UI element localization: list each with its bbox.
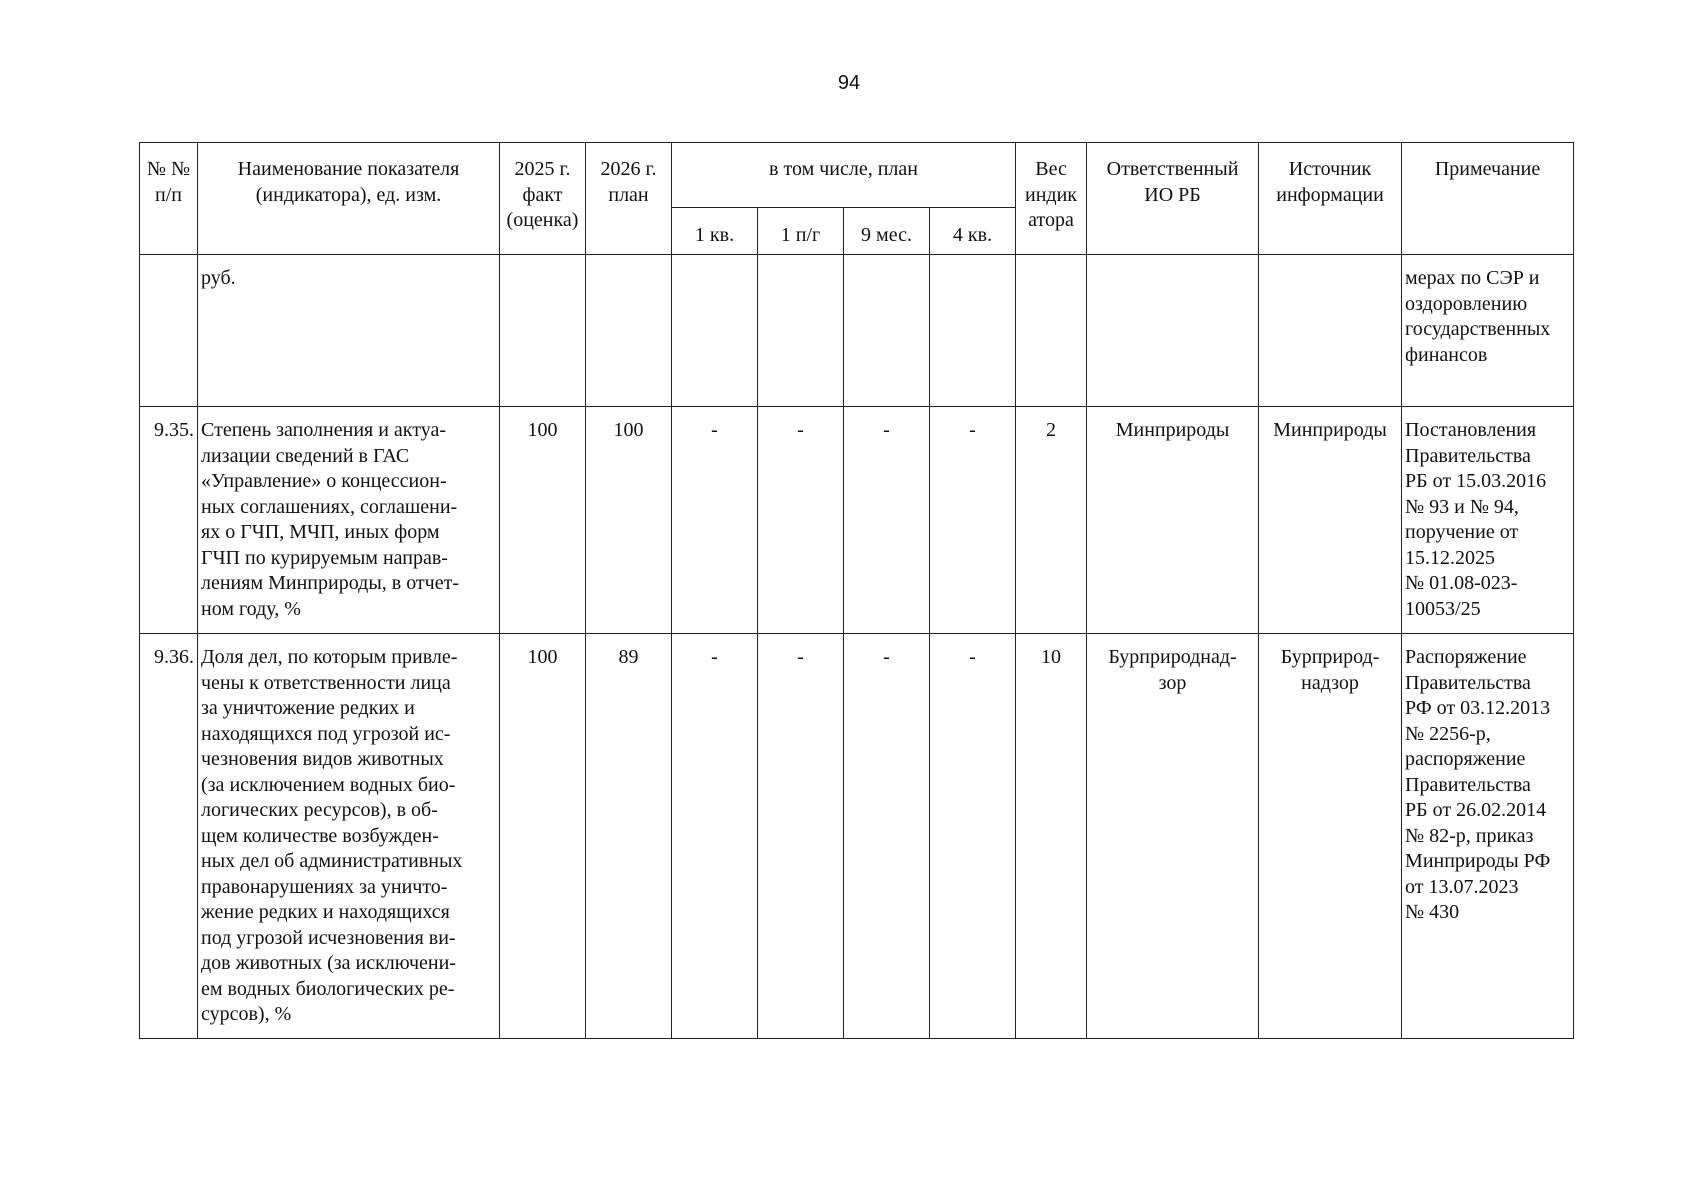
indicator-name-line: лизации сведений в ГАС <box>201 444 410 467</box>
weight-cell <box>1016 255 1087 407</box>
indicator-name-line: сурсов), % <box>201 1003 292 1025</box>
note-cell-line: Правительства <box>1405 671 1531 694</box>
source-cell-line: Бурприрод- <box>1280 646 1380 668</box>
header-incl-plan: в том числе, план <box>672 143 1016 208</box>
indicators-table <box>139 142 1574 1039</box>
indicator-name-line: ем водных биологических ре- <box>201 977 455 1000</box>
responsible-cell <box>1087 255 1259 407</box>
indicator-name <box>198 255 500 407</box>
responsible-cell <box>1087 407 1259 634</box>
indicator-name-line: под угрозой исчезновения ви- <box>201 926 456 949</box>
header-h1: 1 п/г <box>758 208 844 255</box>
note-cell <box>1402 255 1574 407</box>
fact-2025-cell: 100 <box>500 634 586 1039</box>
indicator-name-line: правонарушениях за уничто- <box>201 875 448 898</box>
q1-cell: - <box>672 634 758 1039</box>
responsible-cell-line: Минприроды <box>1115 419 1230 441</box>
q1-cell <box>672 255 758 407</box>
indicator-name-line: дов животных (за исключени- <box>201 952 456 974</box>
indicator-name-line: руб. <box>201 267 236 289</box>
h1-cell: - <box>758 634 844 1039</box>
note-cell-line: Минприроды РФ <box>1405 850 1551 872</box>
row-number <box>140 255 198 407</box>
h1-cell <box>758 255 844 407</box>
row-number: 9.36. <box>140 634 198 1039</box>
header-row <box>140 143 1574 208</box>
m9-cell: - <box>844 407 930 634</box>
table-row <box>140 255 1574 407</box>
table-row <box>140 634 1574 1039</box>
indicator-name-line: ных дел об административных <box>201 850 463 872</box>
indicator-name-line: лениям Минприроды, в отчет- <box>201 572 460 594</box>
header-fact-2025: 2025 г. факт (оценка) <box>500 143 586 255</box>
source-cell-line: Минприроды <box>1273 419 1387 441</box>
fact-2025-cell <box>500 255 586 407</box>
note-cell-line: № 93 и № 94, <box>1405 495 1519 518</box>
header-responsible: Ответственный ИО РБ <box>1087 143 1259 255</box>
responsible-cell-line: зор <box>1158 671 1187 694</box>
source-cell <box>1259 255 1402 407</box>
note-cell-line: РБ от 26.02.2014 <box>1405 799 1547 821</box>
header-name: Наименование показателя (индикатора), ед. изм. <box>198 143 500 255</box>
note-cell-line: 15.12.2025 <box>1405 546 1496 569</box>
note-cell-line: № 01.08-023- <box>1405 572 1518 594</box>
row-number: 9.35. <box>140 407 198 634</box>
header-note: Примечание <box>1402 143 1574 255</box>
responsible-cell-line: Бурприроднад- <box>1108 646 1237 668</box>
header-weight: Вес индик атора <box>1016 143 1087 255</box>
source-cell-line: надзор <box>1301 671 1359 694</box>
q4-cell: - <box>930 634 1016 1039</box>
note-cell-line: РФ от 03.12.2013 <box>1405 697 1551 719</box>
header-q4: 4 кв. <box>930 208 1016 255</box>
note-cell-line: государственных <box>1405 318 1551 340</box>
indicator-name-line: ях о ГЧП, МЧП, иных форм <box>201 521 440 543</box>
m9-cell <box>844 255 930 407</box>
weight-cell: 2 <box>1016 407 1087 634</box>
note-cell <box>1402 407 1574 634</box>
weight-cell: 10 <box>1016 634 1087 1039</box>
note-cell-line: Правительства <box>1405 773 1531 796</box>
note-cell <box>1402 634 1574 1039</box>
note-cell-line: распоряжение <box>1405 748 1526 770</box>
header-num: № № п/п <box>140 143 198 255</box>
indicator-name-line: ном году, % <box>201 597 301 620</box>
indicator-name-line: Доля дел, по которым привле- <box>201 646 458 668</box>
indicator-name-line: чены к ответственности лица <box>201 671 451 694</box>
indicator-name-line: жение редких и находящихся <box>201 901 450 923</box>
indicator-name <box>198 634 500 1039</box>
indicator-name <box>198 407 500 634</box>
indicator-name-line: логических ресурсов), в об- <box>201 799 438 821</box>
plan-2026-cell <box>586 255 672 407</box>
header-source: Источник информации <box>1259 143 1402 255</box>
fact-2025-cell: 100 <box>500 407 586 634</box>
indicator-name-line: щем количестве возбужден- <box>201 824 439 847</box>
note-cell-line: оздоровлению <box>1405 292 1528 315</box>
note-cell-line: № 430 <box>1405 901 1460 923</box>
note-cell-line: РБ от 15.03.2016 <box>1405 470 1547 492</box>
note-cell-line: финансов <box>1405 343 1488 366</box>
header-plan-2026: 2026 г. план <box>586 143 672 255</box>
note-cell-line: от 13.07.2023 <box>1405 875 1519 898</box>
indicator-name-line: Степень заполнения и актуа- <box>201 419 446 441</box>
q4-cell: - <box>930 407 1016 634</box>
indicator-name-line: «Управление» о концессион- <box>201 470 447 492</box>
plan-2026-cell: 100 <box>586 407 672 634</box>
note-cell-line: мерах по СЭР и <box>1405 267 1540 289</box>
note-cell-line: поручение от <box>1405 521 1519 543</box>
note-cell-line: Правительства <box>1405 444 1531 467</box>
source-cell <box>1259 407 1402 634</box>
plan-2026-cell: 89 <box>586 634 672 1039</box>
note-cell-line: № 82-р, приказ <box>1405 824 1534 847</box>
page-number: 94 <box>837 72 861 94</box>
indicator-name-line: ГЧП по курируемым направ- <box>201 546 448 569</box>
table-row <box>140 407 1574 634</box>
source-cell <box>1259 634 1402 1039</box>
header-q1: 1 кв. <box>672 208 758 255</box>
indicator-name-line: (за исключением водных био- <box>201 773 456 796</box>
note-cell-line: 10053/25 <box>1405 597 1481 620</box>
header-9m: 9 мес. <box>844 208 930 255</box>
note-cell-line: Распоряжение <box>1405 646 1527 668</box>
note-cell-line: № 2256-р, <box>1405 722 1491 745</box>
note-cell-line: Постановления <box>1405 419 1537 441</box>
q4-cell <box>930 255 1016 407</box>
indicator-name-line: находящихся под угрозой ис- <box>201 722 451 745</box>
responsible-cell <box>1087 634 1259 1039</box>
indicator-name-line: чезновения видов животных <box>201 748 444 770</box>
indicator-name-line: за уничтожение редких и <box>201 697 415 719</box>
m9-cell: - <box>844 634 930 1039</box>
h1-cell: - <box>758 407 844 634</box>
indicator-name-line: ных соглашениях, соглашени- <box>201 495 458 518</box>
q1-cell: - <box>672 407 758 634</box>
